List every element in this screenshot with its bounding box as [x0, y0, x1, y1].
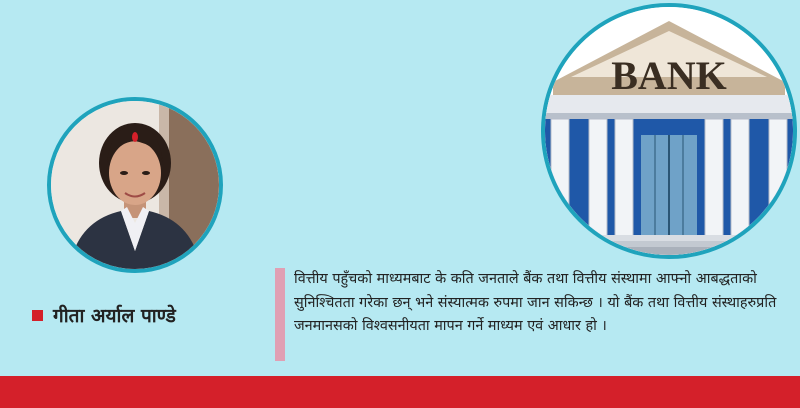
- bottom-band: [0, 376, 800, 408]
- quote-accent-bar: [275, 268, 285, 361]
- bank-building-illustration: [545, 7, 793, 255]
- quote-text: वित्तीय पहुँचको माध्यमबाट के कति जनताले बैंक तथा वित्तीय संस्थामा आफ्नो आबद्धताको सुनिश्चितता गरेका छन् भने संस्यात्मक रुपमा जान सकिन्छ । यो बैंक तथा वित्तीय संस्थाहरुप्रति जनमानसको विश्वसनीयता मापन गर्ने माध्यम एवं आधार हो ।: [294, 271, 777, 335]
- bank-photo: [541, 3, 797, 259]
- bank-sign-text: BANK: [611, 53, 727, 98]
- bullet-square-icon: [32, 310, 43, 321]
- author-name: गीता अर्याल पाण्डे: [53, 305, 176, 327]
- author-photo: [47, 97, 223, 273]
- author-portrait-illustration: [51, 101, 219, 269]
- author-byline: [32, 302, 176, 328]
